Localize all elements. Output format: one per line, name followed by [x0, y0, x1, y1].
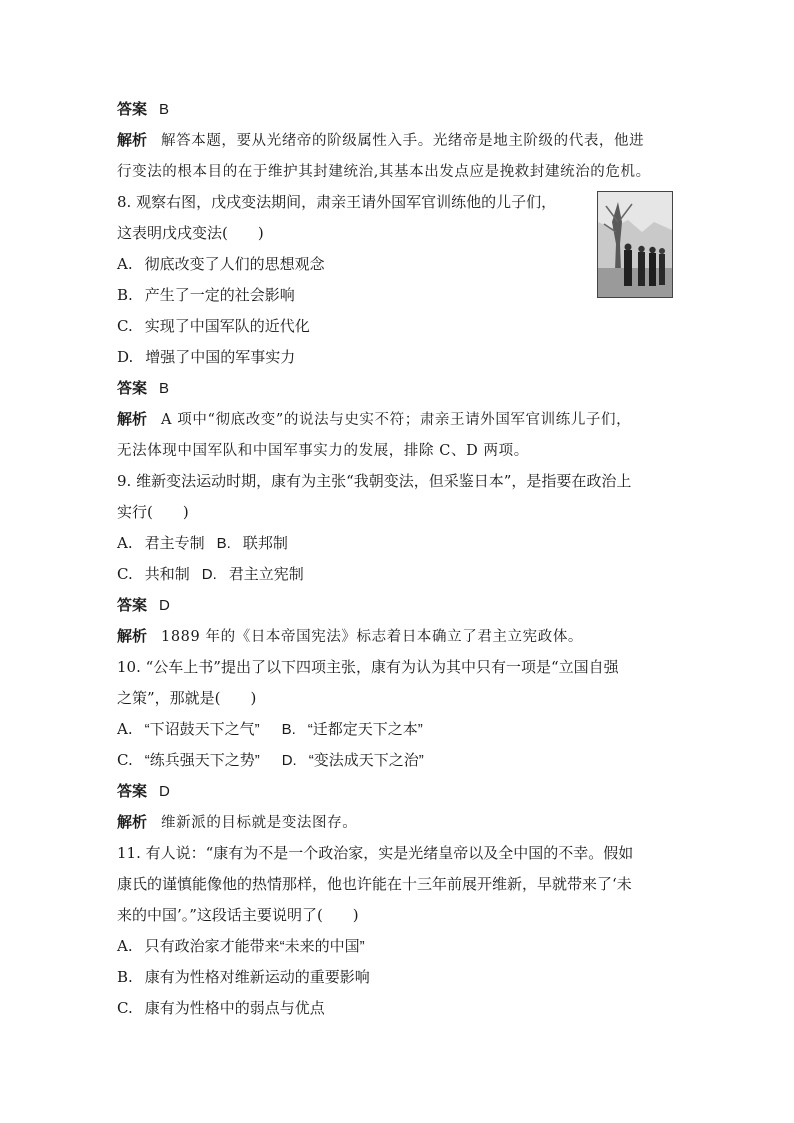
answer-line: 答案 D — [117, 782, 170, 800]
question-stem: 康氏的谨慎能像他的热情那样，他也许能在十三年前展开维新，早就带来了‘未 — [117, 875, 632, 893]
question-stem: 实行( ) — [117, 503, 189, 521]
question-stem: 10. “公车上书”提出了以下四项主张，康有为认为其中只有一项是“立国自强 — [117, 658, 619, 676]
option-a: A. 只有政治家才能带来“未来的中国” — [117, 937, 365, 955]
question-stem: 8. 观察右图，戊戌变法期间，肃亲王请外国军官训练他的儿子们， — [117, 193, 557, 211]
question-stem: 这表明戊戌变法( ) — [117, 224, 264, 242]
option-b: B. 产生了一定的社会影响 — [117, 286, 295, 304]
answer-label: 答案 — [117, 100, 148, 118]
analysis-continuation: 无法体现中国军队和中国军事实力的发展，排除 C、D 两项。 — [117, 443, 529, 459]
analysis-line: 解析 1889 年的《日本帝国宪法》标志着日本确立了君主立宪政体。 — [117, 627, 584, 645]
option-b: B. 康有为性格对维新运动的重要影响 — [117, 968, 370, 986]
answer-line — [117, 94, 679, 125]
options-row: A. “下诏鼓天下之气” B. “迁都定天下之本” — [117, 720, 423, 738]
photo-illustration — [598, 192, 672, 297]
answer-line: 答案 D — [117, 596, 170, 614]
answer-value: B — [159, 101, 170, 118]
option-c: C. 康有为性格中的弱点与优点 — [117, 999, 325, 1017]
options-row: C. “练兵强天下之势” D. “变法成天下之治” — [117, 751, 424, 769]
analysis-line: 解析 维新派的目标就是变法图存。 — [117, 813, 358, 831]
question-stem: 11. 有人说：“康有为不是一个政治家，实是光绪皇帝以及全中国的不幸。假如 — [117, 844, 634, 862]
option-d: D. 增强了中国的军事实力 — [117, 348, 296, 366]
question-stem: 之策”，那就是( ) — [117, 689, 257, 707]
analysis-line: 解析 A 项中“彻底改变”的说法与史实不符；肃亲王请外国军官训练儿子们， — [117, 410, 632, 428]
option-c: C. 实现了中国军队的近代化 — [117, 317, 310, 335]
analysis-text: 解答本题，要从光绪帝的阶级属性入手。光绪帝是地主阶级的代表，他进 — [161, 133, 645, 149]
analysis-label: 解析 — [117, 131, 148, 149]
analysis-continuation: 行变法的根本目的在于维护其封建统治,其基本出发点应是挽救封建统治的危机。 — [117, 164, 651, 180]
question-stem: 9. 维新变法运动时期，康有为主张“我朝变法，但采鉴日本”，是指要在政治上 — [117, 472, 632, 490]
options-row: A. 君主专制 B. 联邦制 — [117, 534, 288, 552]
option-a: A. 彻底改变了人们的思想观念 — [117, 255, 325, 273]
historical-photo — [597, 191, 673, 298]
analysis-line — [117, 125, 679, 156]
answer-line: 答案 B — [117, 379, 170, 397]
document-page — [117, 94, 679, 1024]
question-stem: 来的中国’。”这段话主要说明了( ) — [117, 906, 359, 924]
options-row: C. 共和制 D. 君主立宪制 — [117, 565, 304, 583]
